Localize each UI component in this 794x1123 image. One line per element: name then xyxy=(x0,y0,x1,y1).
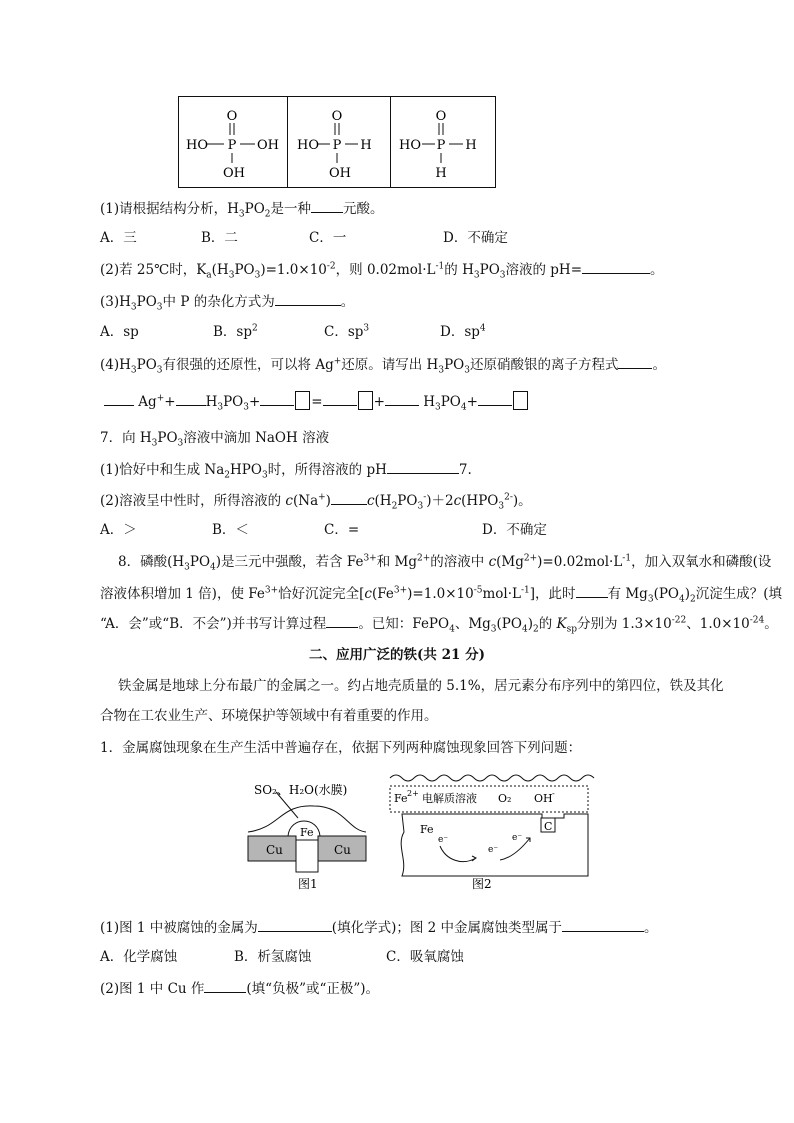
q2-exp2: -1 xyxy=(435,261,445,272)
fig2-fe2-label: Fe xyxy=(394,792,408,805)
q1-text-tail: 元酸。 xyxy=(343,201,384,217)
atom-center: P xyxy=(436,138,446,153)
q7-2-c1: c xyxy=(285,493,293,509)
h3po3-structure xyxy=(288,97,391,187)
q7-option-b[interactable]: B．＜ xyxy=(212,522,249,538)
q2-text-f: 的 H xyxy=(444,262,474,278)
q7-2-sup2: - xyxy=(423,492,427,503)
atom-left: HO xyxy=(186,138,208,153)
s2-q1-1-blank-1[interactable] xyxy=(258,917,332,932)
q7-2-text-c: ) xyxy=(325,493,331,509)
fig2-e1-label: e⁻ xyxy=(438,835,449,845)
q7-2-line: (2)溶液呈中性时，所得溶液的 c(Na+) $c(H_2PO_3^-)+2c(HPO_3^{2-})$。 xyxy=(100,490,532,511)
s2-q1-text: 1．金属腐蚀现象在生产生活中普遍存在，依据下列两种腐蚀现象回答下列问题： xyxy=(100,740,582,756)
s2-q1-1-text-a: (1)图 1 中被腐蚀的金属为 xyxy=(100,920,258,936)
q3-option-b[interactable] xyxy=(213,322,258,342)
structure-cell-3 xyxy=(391,97,495,187)
fig2-electrolyte-layer xyxy=(390,786,588,812)
section-2-heading: 二、应用广泛的铁(共 21 分) xyxy=(309,647,485,663)
s2-q1-2-blank[interactable] xyxy=(204,978,246,993)
atom-top: O xyxy=(226,109,238,124)
eq-coef-blank-6[interactable] xyxy=(478,391,512,406)
q8-l1f: 2+ xyxy=(417,553,431,564)
q8-l2h: -5 xyxy=(473,585,483,596)
q4-text-d: + xyxy=(333,356,342,367)
atom-top: O xyxy=(435,109,447,124)
eq-po3: PO xyxy=(223,394,244,410)
s2-q1-2-text-b: (填“负极”或“正极”)。 xyxy=(246,981,380,997)
q2-line: (2)若 25℃时，$K_a(H_3PO_3)=1.0\times 10^{-2}$，则 $0.02mol\cdot L^{-1}$的 $H_3PO_3$溶液的 pH= 。 xyxy=(100,259,664,280)
q7-title: 7．向 $H_3PO_3$溶液中滴加 NaOH 溶液 xyxy=(100,430,330,449)
q3-line: $(3)H_3PO_3$中 P 的杂化方式为 。 xyxy=(100,291,354,312)
q1-line: (1)请根据结构分析，$H_3PO_2$是一种 元酸。 xyxy=(100,198,384,219)
q7-1-text-a: (1)恰好中和生成 Na xyxy=(100,462,225,478)
fig1-cu-right-label: Cu xyxy=(334,843,351,857)
q7-1-text-tail: 7. xyxy=(458,462,472,478)
eq-species-box-3[interactable] xyxy=(513,391,528,410)
q4-text-f: PO xyxy=(444,357,465,373)
atom-right: H xyxy=(360,138,372,153)
fig1-cu-left-label: Cu xyxy=(266,843,283,857)
atom-center: P xyxy=(227,138,237,153)
structure-table xyxy=(178,96,496,188)
equation-line: $Ag^++ H_3PO_3+$ = + $H_3PO_4+$ xyxy=(104,391,529,412)
atom-top: O xyxy=(331,109,343,124)
q1-text-mid: PO xyxy=(244,201,265,217)
q7-2-text-e: PO xyxy=(397,493,418,509)
q8-l3d: (PO xyxy=(496,616,522,632)
q8-l2k: ]，此时 xyxy=(529,586,576,602)
atom-bottom: OH xyxy=(223,166,245,181)
fig1-fe-rivet xyxy=(296,840,318,872)
fig1-caption: 图1 xyxy=(298,877,318,891)
eq-equals: = xyxy=(311,394,323,410)
q7-1-text-b: HPO xyxy=(230,462,262,478)
q8-l3f: 的 xyxy=(538,616,557,632)
q8-l3i: 分别为 1.3×10 xyxy=(576,616,672,632)
q3-option-d[interactable] xyxy=(440,322,486,342)
q8-process-blank[interactable] xyxy=(326,613,358,628)
eq-po4: PO xyxy=(440,394,461,410)
q7-2-answer-blank[interactable] xyxy=(331,490,367,505)
fig2-fe2-sup: 2+ xyxy=(407,789,419,798)
q7-option-a[interactable]: A．＞ xyxy=(100,522,137,538)
q3-option-a[interactable]: A．sp xyxy=(100,324,139,340)
q8-l2m: (PO xyxy=(653,586,679,602)
eq-coef-blank-1[interactable] xyxy=(104,391,134,406)
q8-line-1: 8．磷酸$(H_3PO_4)$是三元中强酸，若含 $Fe^{3+}$和 $Mg^{2+}$的溶液中 $c(Mg^{2+})=0.02mol\cdot L^{-1}$，加入双氧水和磷酸(设 xyxy=(118,553,772,573)
q8-l3b: 。已知：FePO xyxy=(358,616,450,632)
q7-1-text-c: 时，所得溶液的 pH xyxy=(267,462,387,478)
q8-l2d: c xyxy=(364,586,372,602)
q4-text-a: (4)H xyxy=(100,357,131,373)
q1-option-c[interactable]: C．一 xyxy=(309,230,347,246)
q8-l3j: -22 xyxy=(671,615,687,626)
q8-l3m: 。 xyxy=(764,616,778,632)
q8-l1i: (Mg xyxy=(496,554,524,570)
eq-plus-2: + xyxy=(248,394,261,410)
q7-1-line: (1)恰好中和生成 $Na_2HPO_3$时，所得溶液的 pH 7. xyxy=(100,459,472,480)
q7-2-sup1: + xyxy=(318,492,326,503)
q8-l1e: 和 Mg xyxy=(376,554,417,570)
eq-ag: Ag xyxy=(138,394,157,410)
q8-answer-blank[interactable] xyxy=(576,583,608,598)
q8-l1k: )=0.02mol·L xyxy=(537,554,623,570)
atom-bottom: OH xyxy=(329,166,351,181)
intro-line-1: 铁金属是地球上分布最广的金属之一。约占地壳质量的 5.1%，居元素分布序列中的第四位，铁及其化 xyxy=(118,678,724,694)
q8-l2e: (Fe xyxy=(371,586,394,602)
q3-option-c-text: C．sp xyxy=(324,324,364,340)
eq-coef-blank-2[interactable] xyxy=(176,391,206,406)
q8-l2l: 有 Mg xyxy=(607,586,648,602)
q3-text-a: (3)H xyxy=(100,294,131,310)
q4-answer-blank[interactable] xyxy=(618,354,652,369)
q1-option-a[interactable]: A．三 xyxy=(100,230,137,246)
q8-l2o: 沉淀生成？(填 xyxy=(695,586,783,602)
fig2-surface-wave xyxy=(390,775,594,781)
q7-2-text-b: (Na xyxy=(292,493,319,509)
q8-l2j: -1 xyxy=(521,585,530,596)
q4-line: $(4)H_3PO_3$有很强的还原性，可以将 Ag+还原。请写出 $H_3PO_3$还原硝酸银的离子方程式 。 xyxy=(100,354,666,375)
s2-q1-2-line xyxy=(100,978,379,999)
eq-plus-4: + xyxy=(466,394,478,410)
q8-l1h: c xyxy=(488,554,497,570)
structure-cell-1 xyxy=(179,97,288,187)
fig2-caption: 图2 xyxy=(472,877,492,891)
q8-l2g: )=1.0×10 xyxy=(407,586,474,602)
s2-q1-2-text-a: (2)图 1 中 Cu 作 xyxy=(100,981,205,997)
fig2-e2-label: e⁻ xyxy=(488,845,499,855)
q8-l3l: -24 xyxy=(749,615,765,626)
q7-2-text-f: )＋2 xyxy=(426,493,454,509)
atom-left: HO xyxy=(399,138,421,153)
structure-cell-2 xyxy=(288,97,391,187)
q8-l3e: ) xyxy=(527,616,533,632)
eq-coef-blank-4[interactable] xyxy=(323,391,357,406)
fig2-electrolyte-label: 电解质溶液 xyxy=(422,792,477,805)
intro-line-2: 合物在工农业生产、环境保护等领域中有着重要的作用。 xyxy=(100,708,438,724)
q3-option-d-text: D．sp xyxy=(440,324,480,340)
q8-l1a: 8．磷酸(H xyxy=(118,554,185,570)
q7-2-c3: c xyxy=(453,493,462,509)
q8-l1m: ，加入双氧水和磷酸(设 xyxy=(631,554,772,570)
q7-2-text-d: (H xyxy=(374,493,392,509)
q4-text-b: PO xyxy=(136,357,157,373)
q2-text-b: (H xyxy=(211,262,229,278)
s2-q1-1-tail: 。 xyxy=(644,920,658,936)
eq-species-box-1[interactable] xyxy=(295,391,310,410)
q7-1-answer-blank[interactable] xyxy=(387,459,459,474)
q2-text-e: ，则 0.02mol·L xyxy=(335,262,436,278)
q8-l2i: mol·L xyxy=(482,586,521,602)
fig2-fe-label: Fe xyxy=(420,823,434,836)
q2-exp: -2 xyxy=(326,261,336,272)
eq-plus-1: + xyxy=(164,394,176,410)
s2-q1-1-blank-2[interactable] xyxy=(562,917,644,932)
q8-l3h: sp xyxy=(566,624,577,635)
q7-title-c: 溶液中滴加 NaOH 溶液 xyxy=(183,430,330,446)
q8-line-3: “A．会”或“B．不会”)并书写计算过程 。已知：FePO$_4$、$Mg_3(PO_4)_2$的 $K_{sp}$分别为 $1.3\times 10^{-22}$、$1.0\times 10^{-24}$。 xyxy=(100,613,778,634)
s2-q1-option-b[interactable]: B．析氢腐蚀 xyxy=(234,949,312,965)
q4-text-tail: 。 xyxy=(652,357,666,373)
q8-l2c: 恰好沉淀完全[ xyxy=(278,586,365,602)
q8-l1b: PO xyxy=(189,554,211,570)
q1-option-d[interactable]: D．不确定 xyxy=(443,230,508,246)
q7-2-text-g: (HPO xyxy=(461,493,499,509)
q2-text-g: PO xyxy=(479,262,500,278)
q8-l1g: 的溶液中 xyxy=(430,554,489,570)
q1-answer-blank[interactable] xyxy=(311,198,343,213)
s2-q1-option-c[interactable]: C．吸氧腐蚀 xyxy=(386,949,464,965)
q8-line-2: 溶液体积增加 1 倍)，使 $Fe^{3+}$恰好沉淀完全$[c(Fe^{3+})=1.0\times 10^{-5}mol\cdot L^{-1}]$，此时 有 $Mg_3(PO_4)_2$沉淀生成？(填 xyxy=(100,583,782,604)
q8-l1l: -1 xyxy=(622,553,632,564)
q1-text: (1)请根据结构分析，H xyxy=(100,201,239,217)
q8-l1c: )是三元中强酸，若含 Fe xyxy=(215,554,364,570)
fig1-label-top: SO₂、H₂O(水膜) xyxy=(254,783,348,797)
q7-title-b: PO xyxy=(157,430,178,446)
q2-text-d: )=1.0×10 xyxy=(260,262,327,278)
q8-l2b: 3+ xyxy=(264,585,279,596)
q7-2-text-a: (2)溶液呈中性时，所得溶液的 xyxy=(100,493,286,509)
q8-l2n: ) xyxy=(684,586,690,602)
q8-l1d: 3+ xyxy=(363,553,377,564)
q2-text-a: (2)若 25℃时，K xyxy=(100,262,207,278)
atom-center: P xyxy=(332,138,342,153)
q3-option-d-exp: 4 xyxy=(479,323,486,334)
q3-text-b: PO xyxy=(136,294,157,310)
eq-h3po4: H xyxy=(423,394,435,410)
q7-2-sup3: 2- xyxy=(504,492,513,503)
h3po4-structure xyxy=(179,97,288,187)
fig2-oh-sup: - xyxy=(552,789,555,798)
s2-q1-1-text-b: (填化学式)；图 2 中金属腐蚀类型属于 xyxy=(331,920,563,936)
figure-1 xyxy=(240,770,372,894)
q3-answer-blank[interactable] xyxy=(275,291,341,306)
atom-right: H xyxy=(465,138,477,153)
q3-option-c-exp: 3 xyxy=(363,323,370,334)
fig2-e3-label: e⁻ xyxy=(512,833,523,843)
atom-right: OH xyxy=(257,138,279,153)
q3-text-c: 中 P 的杂化方式为 xyxy=(162,294,275,310)
eq-coef-blank-3[interactable] xyxy=(260,391,294,406)
q4-text-c: 有很强的还原性，可以将 Ag xyxy=(162,357,334,373)
s2-q1-1-line xyxy=(100,917,658,938)
q8-l3g: K xyxy=(556,616,567,632)
fig2-o2-label: O₂ xyxy=(498,792,512,805)
s2-q1-option-a[interactable]: A．化学腐蚀 xyxy=(100,949,178,965)
fig1-fe-label: Fe xyxy=(300,826,314,839)
atom-left: HO xyxy=(297,138,319,153)
q2-text-h: 溶液的 pH= xyxy=(505,262,583,278)
q8-l3k: 、1.0×10 xyxy=(686,616,750,632)
q8-l2a: 溶液体积增加 1 倍)，使 Fe xyxy=(100,586,265,602)
q7-2-text-h: )。 xyxy=(512,493,532,509)
q2-text-c: PO xyxy=(234,262,255,278)
q7-option-d[interactable]: D．不确定 xyxy=(482,522,547,538)
eq-ag-plus: + xyxy=(156,393,165,404)
q8-l2f: 3+ xyxy=(393,585,408,596)
eq-coef-blank-5[interactable] xyxy=(385,391,419,406)
q7-title-a: 7．向 H xyxy=(100,430,152,446)
q2-text-tail: 。 xyxy=(650,262,664,278)
q3-option-b-text: B．sp xyxy=(213,324,252,340)
eq-h3po3: H xyxy=(205,394,218,410)
q3-text-tail: 。 xyxy=(340,294,355,310)
q2-answer-blank[interactable] xyxy=(582,259,650,274)
figure-2 xyxy=(386,770,600,894)
h3po2-structure xyxy=(391,97,495,187)
q3-option-c[interactable] xyxy=(324,322,369,342)
eq-species-box-2[interactable] xyxy=(358,391,373,410)
q8-l3c: 、Mg xyxy=(454,616,491,632)
fig2-oh-label: OH xyxy=(534,792,553,805)
atom-bottom: H xyxy=(435,166,447,181)
q8-l1j: 2+ xyxy=(523,553,538,564)
q1-option-b[interactable]: B．二 xyxy=(201,230,238,246)
eq-plus-3: + xyxy=(373,394,385,410)
q7-2-c2: c xyxy=(366,493,375,509)
fig2-c-label: C xyxy=(544,820,553,833)
q4-text-e: 还原。请写出 H xyxy=(341,357,439,373)
q3-option-b-exp: 2 xyxy=(252,323,258,334)
q1-text-suffix: 是一种 xyxy=(270,201,312,217)
q8-l3a: “A．会”或“B．不会”)并书写计算过程 xyxy=(100,616,327,632)
q4-text-g: 还原硝酸银的离子方程式 xyxy=(469,357,619,373)
q7-option-c[interactable]: C．= xyxy=(324,522,360,538)
